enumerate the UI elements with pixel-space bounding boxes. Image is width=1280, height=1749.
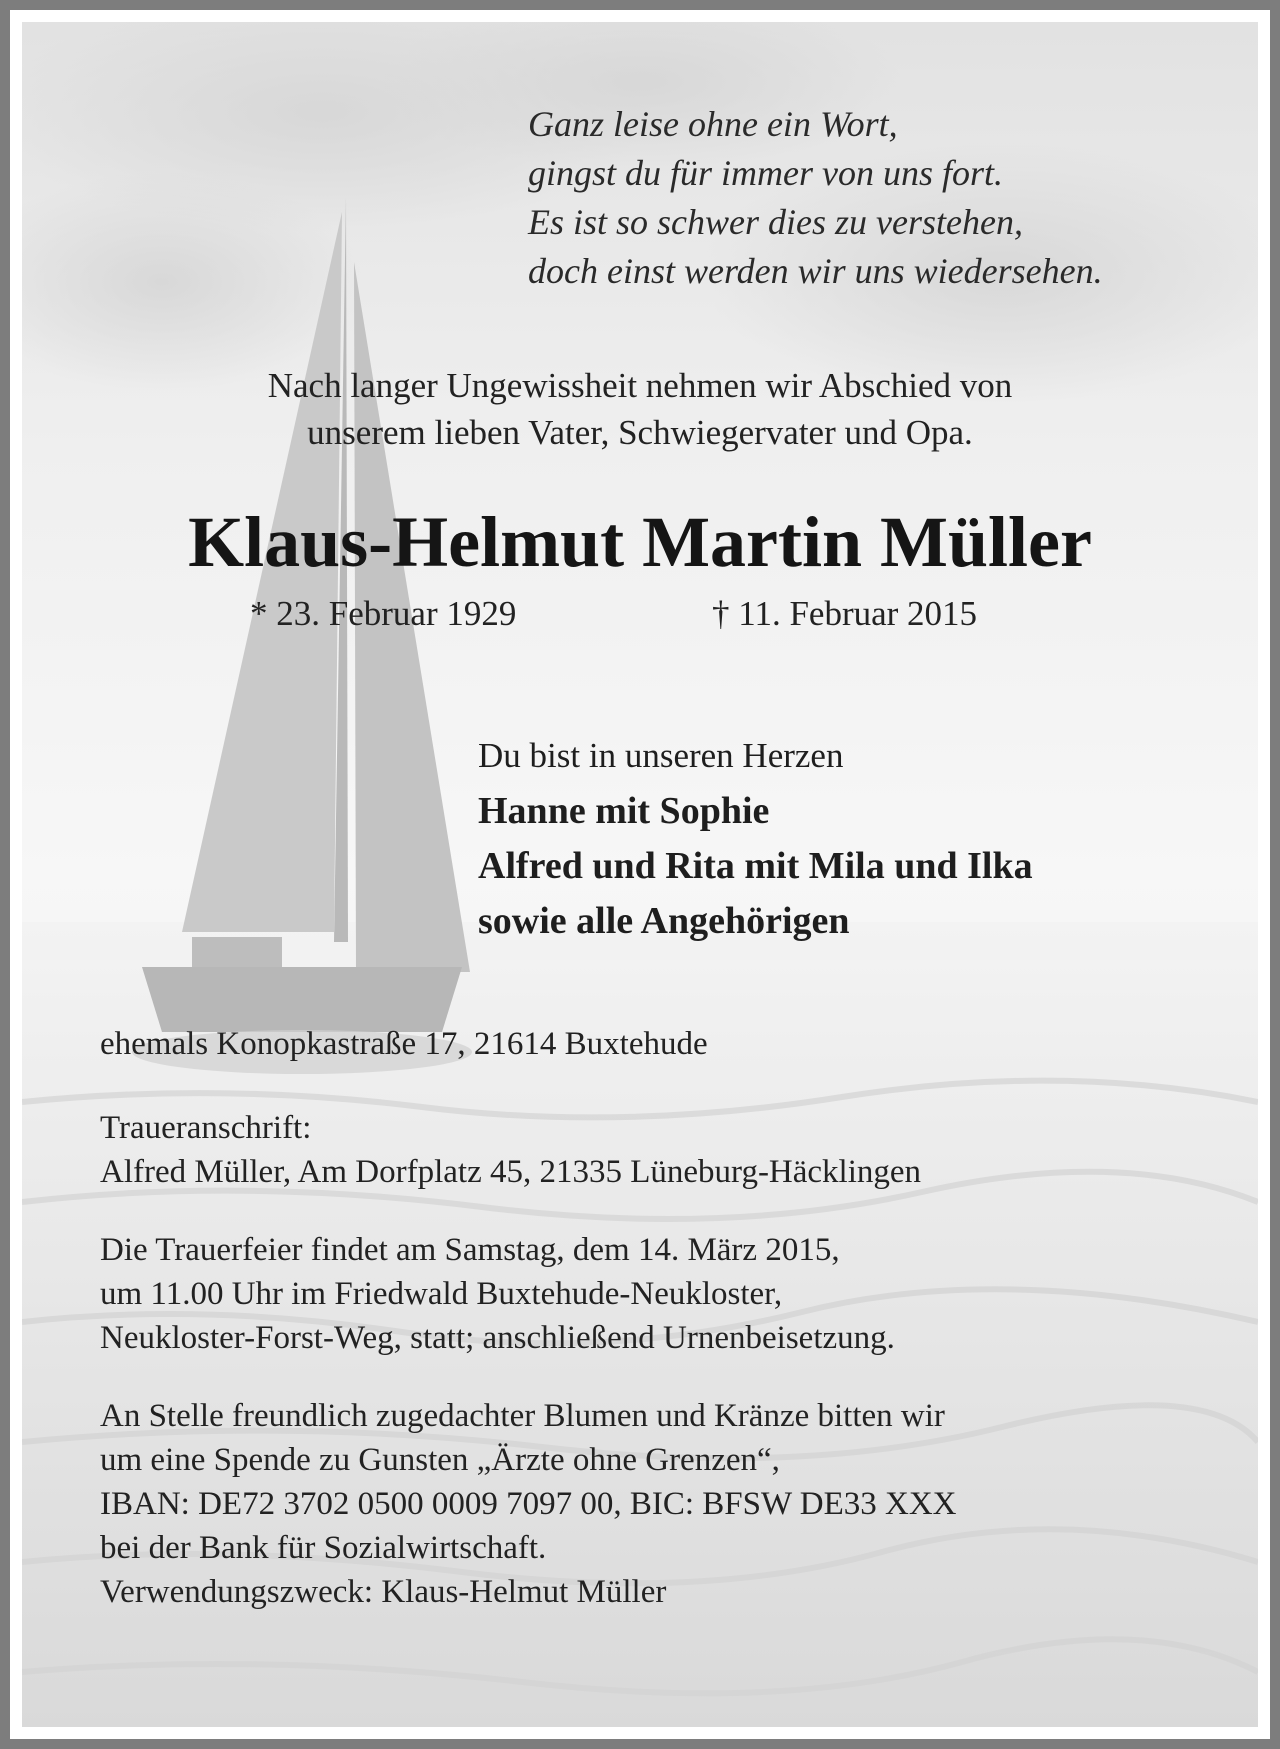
poem-line: gingst du für immer von uns fort. [528,153,1004,193]
intro-line: unserem lieben Vater, Schwiegervater und Opa. [307,413,973,452]
deceased-name: Klaus-Helmut Martin Müller [188,502,1092,582]
ceremony-line: Neukloster-Forst-Weg, statt; anschließend Urnenbeisetzung. [100,1320,895,1356]
family-block [478,728,1033,949]
mourning-address: Alfred Müller, Am Dorfplatz 45, 21335 Lüneburg-Häcklingen [100,1154,922,1190]
ceremony-line: um 11.00 Uhr im Friedwald Buxtehude-Neukloster, [100,1276,783,1312]
heart-line: Du bist in unseren Herzen [478,736,844,775]
ceremony-line: Die Trauerfeier findet am Samstag, dem 14. März 2015, [100,1232,840,1268]
poem [528,100,1103,296]
mourning-address-label: Traueranschrift: [100,1110,312,1146]
intro-line: Nach langer Ungewissheit nehmen wir Abschied von [267,366,1013,405]
family-member: Hanne mit Sophie [478,790,770,832]
family-member: Alfred und Rita mit Mila und Ilka [478,845,1033,887]
death-date: † 11. Februar 2015 [712,594,978,633]
poem-line: Ganz leise ohne ein Wort, [528,104,898,144]
donation-line: IBAN: DE72 3702 0500 0009 7097 00, BIC: BFSW DE33 XXX [100,1486,957,1522]
intro-text [0,362,1280,456]
donation-line: An Stelle freundlich zugedachter Blumen und Kränze bitten wir [100,1398,945,1434]
family-member: sowie alle Angehörigen [478,900,850,942]
birth-date: * 23. Februar 1929 [250,594,517,633]
former-address: ehemals Konopkastraße 17, 21614 Buxtehude [100,1026,708,1062]
donation-line: bei der Bank für Sozialwirtschaft. [100,1530,547,1566]
donation-line: Verwendungszweck: Klaus-Helmut Müller [100,1574,667,1610]
poem-line: Es ist so schwer dies zu verstehen, [528,202,1023,242]
poem-line: doch einst werden wir uns wiedersehen. [528,251,1103,291]
donation-line: um eine Spende zu Gunsten „Ärzte ohne Grenzen“, [100,1442,780,1478]
details-block [100,1022,957,1614]
